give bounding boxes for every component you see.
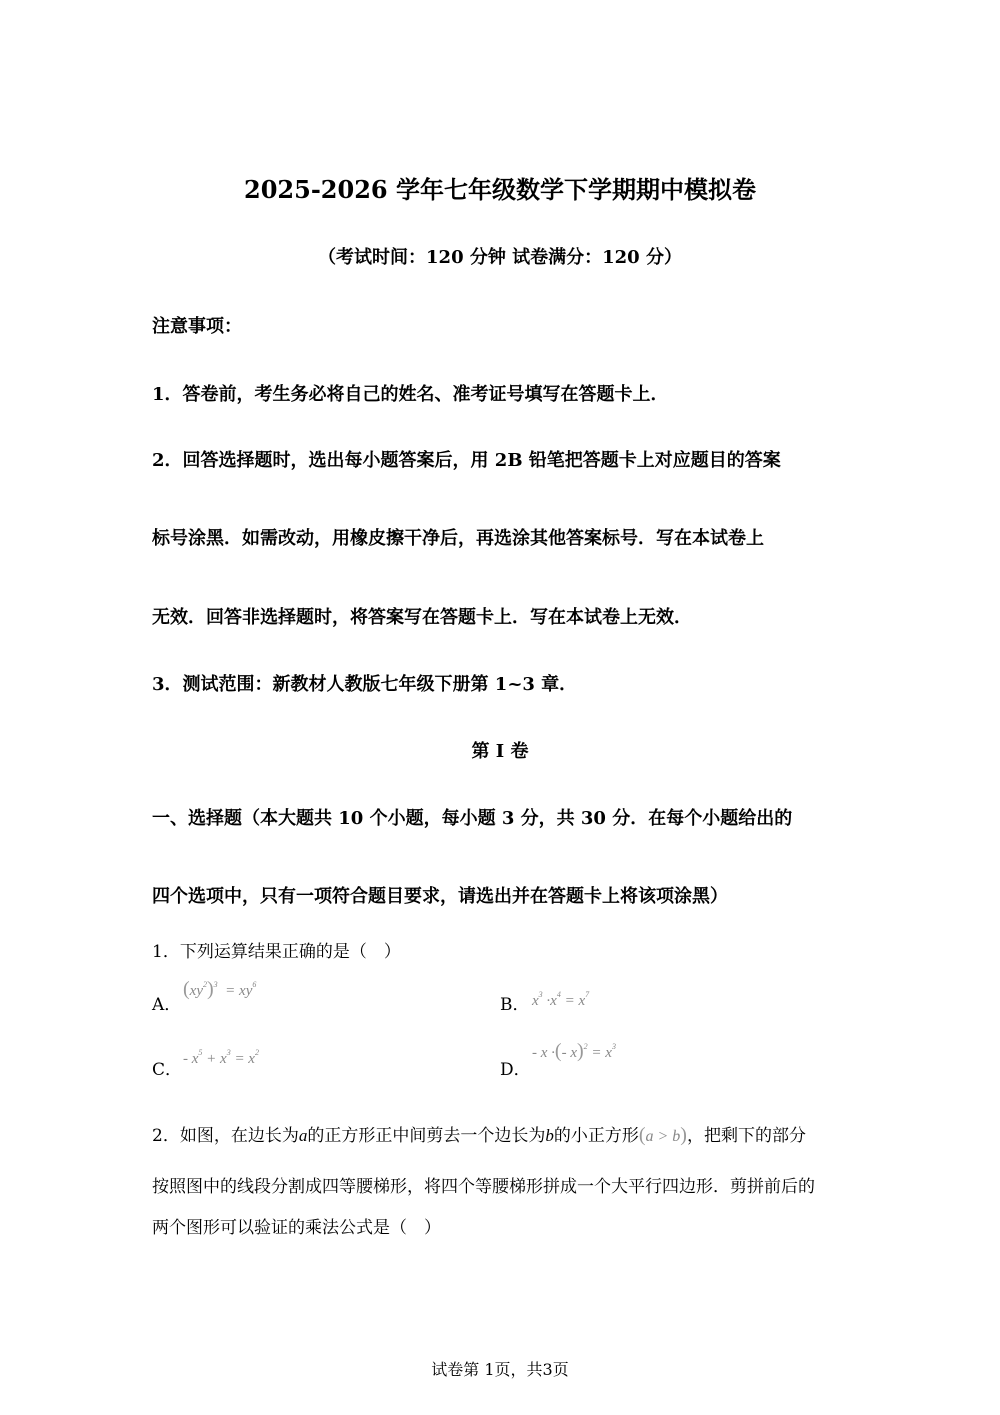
option-c-label: C． (152, 1060, 183, 1080)
option-c-formula: - $x^5 + x^3 = x^2$ (183, 1048, 259, 1067)
page-title: 2025-2026 学年七年级数学下学期期中模拟卷 (244, 175, 756, 204)
option-b[interactable] (500, 990, 530, 1015)
option-b-formula: $x^3 \cdot x^4 = x^7$ (532, 990, 590, 1009)
option-a-label: A． (152, 995, 182, 1015)
question-2-line-3: 两个图形可以验证的乘法公式是（ ） (152, 1218, 441, 1238)
notice-heading: 注意事项： (152, 316, 242, 337)
notice-item: 标号涂黑．如需改动，用橡皮擦干净后，再选涂其他答案标号．写在本试卷上 (152, 528, 764, 549)
page-footer: 试卷第 1页，共3页 (431, 1360, 569, 1379)
question-2-line-2: 按照图中的线段分割成四等腰梯形，将四个等腰梯形拼成一个大平行四边形．剪拼前后的 (152, 1177, 815, 1197)
notice-item: 3．测试范围：新教材人教版七年级下册第 1~3 章． (152, 674, 578, 695)
condition-formula: (a > b) (638, 1124, 687, 1146)
notice-item: 1．答卷前，考生务必将自己的姓名、准考证号填写在答题卡上． (152, 384, 669, 405)
option-b-label: B． (500, 995, 530, 1015)
var-b: b (545, 1126, 554, 1145)
section-heading: 四个选项中，只有一项符合题目要求，请选出并在答题卡上将该项涂黑） (152, 886, 728, 907)
var-a: a (298, 1126, 308, 1145)
question-2-line-1: 2．如图，在边长为a的正方形正中间剪去一个边长为b的小正方形(a > b)，把剩下的部分 (152, 1124, 806, 1146)
option-d[interactable] (500, 1055, 531, 1080)
option-d-label: D． (500, 1060, 531, 1080)
exam-info: （考试时间：120 分钟 试卷满分：120 分） (318, 247, 682, 268)
option-c[interactable] (152, 1055, 182, 1080)
notice-item: 2．回答选择题时，选出每小题答案后，用 2B 铅笔把答题卡上对应题目的答案 (152, 450, 781, 471)
notice-item: 无效．回答非选择题时，将答案写在答题卡上．写在本试卷上无效． (152, 607, 692, 628)
volume-label: 第 I 卷 (471, 741, 529, 762)
option-d-formula: - x ·(- $x)^2 = x^3$ (532, 1040, 616, 1062)
question-1-stem: 1．下列运算结果正确的是（ ） (152, 942, 401, 962)
option-a[interactable] (152, 990, 181, 1015)
section-heading: 一、选择题（本大题共 10 个小题，每小题 3 分，共 30 分．在每个小题给出的 (152, 808, 793, 829)
option-a-formula: $(xy^2)^3 = xy^6$ (183, 978, 257, 1000)
